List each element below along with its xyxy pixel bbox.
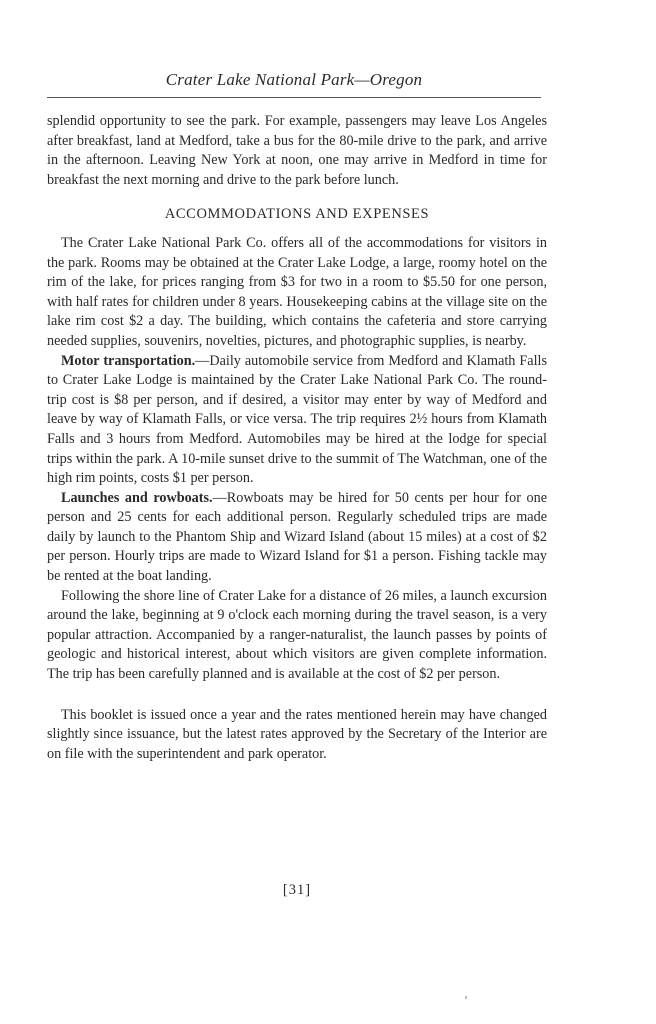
paragraph-gap bbox=[47, 685, 547, 706]
booklet-note-paragraph: This booklet is issued once a year and the rates mentioned herein may have changed slightly since issuance, but the latest rates approved by the Secretary of the Interior are on file with the superintendent and park operator. bbox=[47, 706, 547, 762]
header-rule bbox=[47, 97, 541, 98]
body-text bbox=[47, 112, 547, 764]
section-heading: ACCOMMODATIONS AND EXPENSES bbox=[164, 206, 430, 223]
paper-speck bbox=[465, 996, 467, 999]
launches-text: —Rowboats may be hired for 50 cents per hour for one person and 25 cents for each additional person. Regularly scheduled trips are made daily by launch to the Phantom Ship and Wizard Island (about 15 miles) at a cost of $2 per person. Hourly trips are made to Wizard Island for $1 a person. Fishing tackle may be rented at the boat landing. bbox=[47, 489, 548, 585]
running-head: Crater Lake National Park—Oregon bbox=[165, 70, 423, 89]
intro-paragraph: splendid opportunity to see the park. For example, passengers may leave Los Angeles after breakfast, land at Medford, take a bus for the 80-mile drive to the park, and arrive in the afternoon. Leaving New York at noon, one may arrive in Medford in time for breakfast the next morning and drive to the park before lunch. bbox=[47, 113, 547, 188]
launches-paragraph bbox=[47, 489, 547, 587]
page-number: [31] bbox=[282, 882, 312, 898]
launches-heading: Launches and rowboats. bbox=[61, 489, 213, 506]
motor-transportation-heading: Motor transportation. bbox=[61, 352, 196, 369]
motor-transportation-text: —Daily automobile service from Medford and Klamath Falls to Crater Lake Lodge is maintained by the Crater Lake National Park Co. The round-trip cost is $8 per person, and if desired, a visitor may enter by way of Medford and leave by way of Klamath Falls, or vice versa. The trip requires 2½ hours from Klamath Falls and 3 hours from Medford. Automobiles may be hired at the lodge for special trips within the park. A 10-mile sunset drive to the summit of The Watchman, one of the high rim points, costs $1 per person. bbox=[47, 352, 547, 487]
accommodations-paragraph: The Crater Lake National Park Co. offers all of the accommodations for visitors in the park. Rooms may be obtained at the Crater Lake Lodge, a large, roomy hotel on the rim of the lake, for prices ranging from $3 for two in a room to $5.50 for one person, with half rates for children under 8 years. Housekeeping cabins at the village site on the lake rim cost $2 a day. The building, which contains the cafeteria and store carrying needed supplies, souvenirs, novelties, pictures, and photographic supplies, is nearby. bbox=[47, 234, 547, 349]
motor-transportation-paragraph bbox=[47, 352, 547, 489]
shoreline-paragraph: Following the shore line of Crater Lake for a distance of 26 miles, a launch excursion around the lake, beginning at 9 o'clock each morning during the travel season, is a very popular attraction. Accompanied by a ranger-naturalist, the launch passes by points of geologic and historical interest, about which visitors are given complete information. The trip has been carefully planned and is available at the cost of $2 per person. bbox=[47, 587, 547, 683]
